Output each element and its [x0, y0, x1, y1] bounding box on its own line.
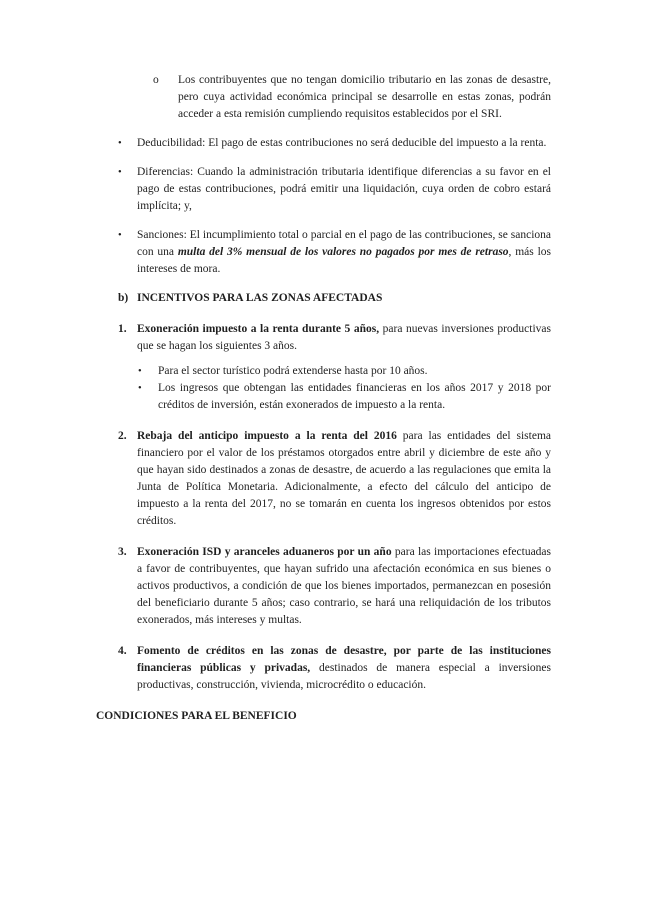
- item-3-bold-lead: Exoneración ISD y aranceles aduaneros por un año: [137, 546, 392, 558]
- numbered-item-4: [96, 643, 551, 694]
- item-2-bold-lead: Rebaja del anticipo impuesto a la renta del 2016: [137, 430, 397, 442]
- item-1-rest: para nuevas inversiones productivas que se hagan los siguientes 3 años.: [137, 323, 551, 352]
- numbered-item-text: [137, 544, 551, 629]
- sub-bullet-ingresos: [96, 380, 551, 414]
- section-heading-incentivos: [96, 290, 551, 307]
- sanciones-text-after: , más los intereses de mora.: [137, 246, 551, 275]
- intro-list-item: [96, 72, 551, 123]
- item-number: 2.: [118, 430, 127, 442]
- section-heading-marker: b): [118, 292, 129, 304]
- item-number: 3.: [118, 546, 127, 558]
- item-number: 4.: [118, 645, 127, 657]
- sanciones-text-before: Sanciones: El incumplimiento total o parcial en el pago de las contribuciones, se sanciona con una: [137, 229, 551, 258]
- numbered-item-3: [96, 544, 551, 629]
- numbered-item-2: [96, 428, 551, 530]
- bullet-marker: •: [138, 383, 142, 394]
- bullet-marker: •: [118, 230, 122, 241]
- bullet-item-diferencias: [96, 164, 551, 215]
- bullet-marker: •: [118, 167, 122, 178]
- circle-bullet-marker: o: [153, 74, 159, 86]
- numbered-item-text: [137, 321, 551, 355]
- sanciones-emphasis: multa del 3% mensual de los valores no pagados por mes de retraso: [177, 246, 509, 258]
- bullet-item-text: Deducibilidad: El pago de estas contribuciones no será deducible del impuesto a la renta.: [137, 137, 547, 149]
- item-3-rest: para las importaciones efectuadas a favor de contribuyentes, que hayan sufrido una afectación económica en sus bienes o activos productivos, a condición de que los bienes importados, permanezcan en posesión del beneficiario durante 5 años; caso contrario, se hará una reliquidación de los tributos exonerados, más intereses y multas.: [137, 546, 552, 626]
- sub-bullet-text: Los ingresos que obtengan las entidades financieras en los años 2017 y 2018 por créditos de inversión, están exonerados de impuesto a la renta.: [158, 382, 551, 411]
- item-number: 1.: [118, 323, 127, 335]
- bullet-item-deducibilidad: [96, 135, 551, 152]
- bullet-marker: •: [138, 366, 142, 377]
- bullet-item-text: [137, 227, 551, 278]
- bullet-item-sanciones: [96, 227, 551, 278]
- intro-list-item-text: Los contribuyentes que no tengan domicilio tributario en las zonas de desastre, pero cuya actividad económica principal se desarrolle en estas zonas, podrán acceder a esta remisión cumpliendo requisitos establecidos por el SRI.: [178, 74, 551, 120]
- sub-bullet-text: Para el sector turístico podrá extenderse hasta por 10 años.: [158, 365, 428, 377]
- numbered-item-text: [137, 428, 551, 530]
- footer-heading-condiciones: CONDICIONES PARA EL BENEFICIO: [96, 710, 297, 722]
- numbered-item-1: [96, 321, 551, 355]
- item-4-rest: destinados de manera especial a inversiones productivas, construcción, vivienda, microcrédito o educación.: [137, 662, 551, 691]
- bullet-item-text: Diferencias: Cuando la administración tributaria identifique diferencias a su favor en el pago de estas contribuciones, podrá emitir una liquidación, cuya orden de cobro estará implícita; y,: [137, 166, 551, 212]
- item-2-rest: para las entidades del sistema financiero por el valor de los préstamos otorgados entre abril y diciembre de este año y que hayan sido destinados a zonas de desastre, de acuerdo a las regulaciones que emita la Junta de Política Monetaria. Adicionalmente, a efecto del cálculo del anticipo de impuesto a la renta del 2017, no se tomarán en cuenta los ingresos obtenidos por estos créditos.: [137, 430, 551, 527]
- sub-bullet-turistico: [96, 363, 551, 380]
- numbered-item-text: [137, 643, 551, 694]
- item-1-bold-lead: Exoneración impuesto a la renta durante 5 años,: [137, 323, 380, 335]
- section-heading-text: INCENTIVOS PARA LAS ZONAS AFECTADAS: [137, 292, 383, 304]
- bullet-marker: •: [118, 138, 122, 149]
- item-4-bold-lead: Fomento de créditos en las zonas de desastre, por parte de las instituciones financieras públicas y privadas,: [137, 645, 551, 674]
